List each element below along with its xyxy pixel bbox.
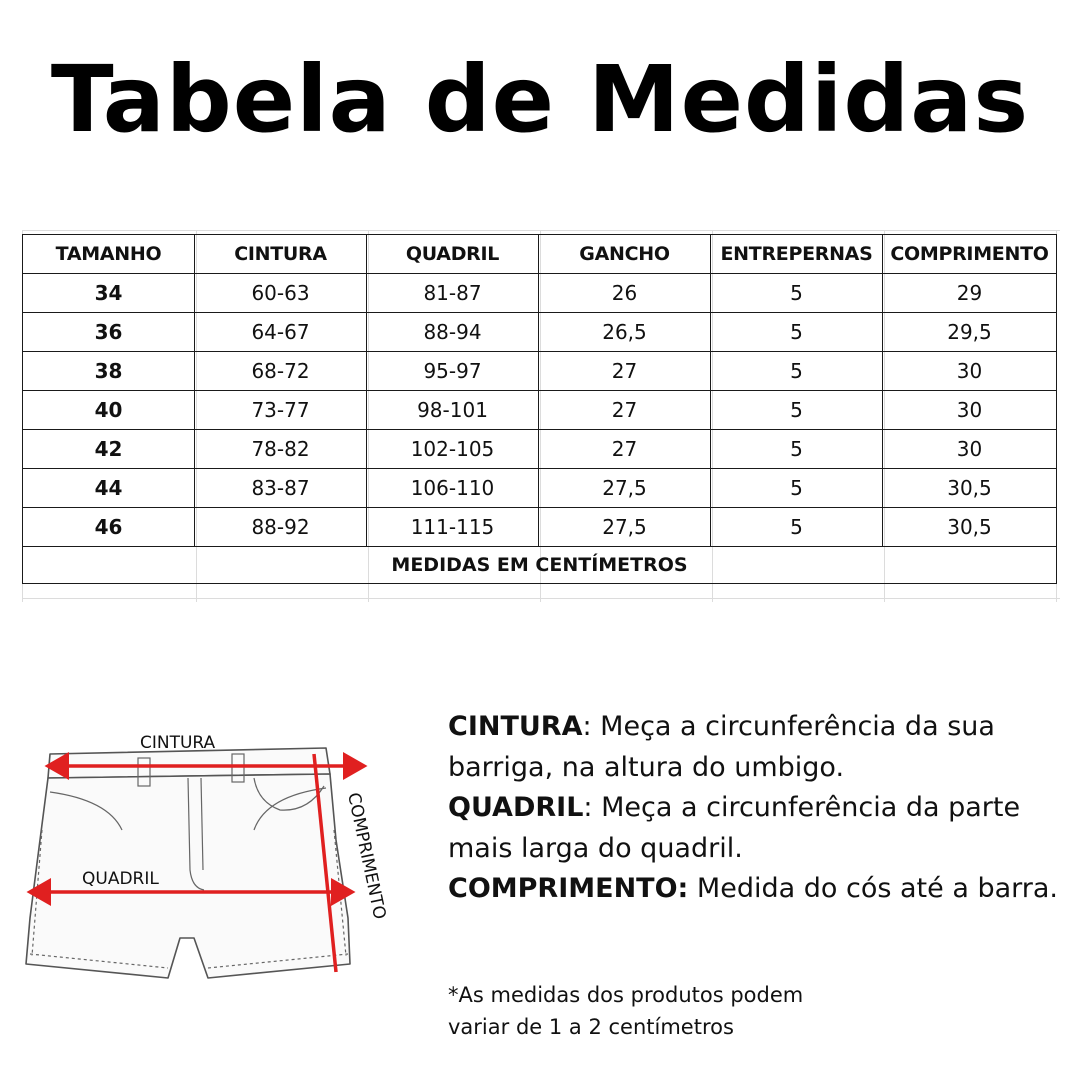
cell-comprimento: 30,5 bbox=[883, 469, 1057, 508]
table-row bbox=[23, 469, 1057, 508]
comprimento-text: Medida do cós até a barra. bbox=[688, 873, 1058, 904]
cintura-label: CINTURA bbox=[140, 733, 216, 753]
cell-entrepernas: 5 bbox=[711, 430, 883, 469]
cell-entrepernas: 5 bbox=[711, 508, 883, 547]
cell-gancho: 26 bbox=[539, 274, 711, 313]
header-cintura: CINTURA bbox=[195, 235, 367, 274]
cell-comprimento: 29 bbox=[883, 274, 1057, 313]
cell-size: 46 bbox=[23, 508, 195, 547]
cell-gancho: 27 bbox=[539, 430, 711, 469]
cell-gancho: 26,5 bbox=[539, 313, 711, 352]
header-quadril: QUADRIL bbox=[367, 235, 539, 274]
table-row bbox=[23, 430, 1057, 469]
table-header-row bbox=[23, 235, 1057, 274]
cell-quadril: 102-105 bbox=[367, 430, 539, 469]
shorts-illustration bbox=[18, 720, 398, 990]
shorts-diagram bbox=[18, 720, 398, 990]
table-row bbox=[23, 313, 1057, 352]
table-row bbox=[23, 352, 1057, 391]
table-row bbox=[23, 391, 1057, 430]
comprimento-term: COMPRIMENTO: bbox=[448, 873, 689, 904]
cell-comprimento: 30 bbox=[883, 430, 1057, 469]
measurement-instructions bbox=[448, 707, 1058, 910]
cell-size: 36 bbox=[23, 313, 195, 352]
cell-size: 34 bbox=[23, 274, 195, 313]
page-title: Tabela de Medidas bbox=[50, 46, 1030, 153]
units-note: MEDIDAS EM CENTÍMETROS bbox=[23, 547, 1057, 584]
cell-quadril: 106-110 bbox=[367, 469, 539, 508]
cell-gancho: 27 bbox=[539, 352, 711, 391]
cell-quadril: 88-94 bbox=[367, 313, 539, 352]
header-comprimento: COMPRIMENTO bbox=[883, 235, 1057, 274]
cell-entrepernas: 5 bbox=[711, 469, 883, 508]
cell-entrepernas: 5 bbox=[711, 313, 883, 352]
cell-cintura: 64-67 bbox=[195, 313, 367, 352]
cell-quadril: 95-97 bbox=[367, 352, 539, 391]
cintura-term: CINTURA bbox=[448, 711, 583, 742]
cintura-text: : Meça a circunferência da sua barriga, na altura do umbigo. bbox=[448, 711, 995, 783]
table-footer-row bbox=[23, 547, 1057, 584]
cell-comprimento: 30 bbox=[883, 391, 1057, 430]
cell-cintura: 88-92 bbox=[195, 508, 367, 547]
size-table bbox=[22, 234, 1057, 584]
cell-entrepernas: 5 bbox=[711, 274, 883, 313]
cell-cintura: 68-72 bbox=[195, 352, 367, 391]
quadril-term: QUADRIL bbox=[448, 792, 584, 823]
cell-cintura: 73-77 bbox=[195, 391, 367, 430]
cell-quadril: 81-87 bbox=[367, 274, 539, 313]
header-gancho: GANCHO bbox=[539, 235, 711, 274]
cell-quadril: 98-101 bbox=[367, 391, 539, 430]
cell-size: 38 bbox=[23, 352, 195, 391]
cell-cintura: 60-63 bbox=[195, 274, 367, 313]
cell-gancho: 27 bbox=[539, 391, 711, 430]
cell-gancho: 27,5 bbox=[539, 469, 711, 508]
cell-cintura: 78-82 bbox=[195, 430, 367, 469]
disclaimer-line-2: variar de 1 a 2 centímetros bbox=[448, 1015, 734, 1039]
cell-entrepernas: 5 bbox=[711, 352, 883, 391]
cell-cintura: 83-87 bbox=[195, 469, 367, 508]
comprimento-label: COMPRIMENTO bbox=[343, 790, 390, 922]
cell-comprimento: 30,5 bbox=[883, 508, 1057, 547]
cell-quadril: 111-115 bbox=[367, 508, 539, 547]
cell-comprimento: 30 bbox=[883, 352, 1057, 391]
table-row bbox=[23, 274, 1057, 313]
header-entrepernas: ENTREPERNAS bbox=[711, 235, 883, 274]
measurement-disclaimer bbox=[448, 979, 1008, 1043]
cell-size: 40 bbox=[23, 391, 195, 430]
quadril-text: : Meça a circunferência da parte mais larga do quadril. bbox=[448, 792, 1021, 864]
cell-gancho: 27,5 bbox=[539, 508, 711, 547]
cell-entrepernas: 5 bbox=[711, 391, 883, 430]
cell-size: 42 bbox=[23, 430, 195, 469]
table-row bbox=[23, 508, 1057, 547]
header-tamanho: TAMANHO bbox=[23, 235, 195, 274]
quadril-label: QUADRIL bbox=[82, 869, 159, 889]
disclaimer-line-1: *As medidas dos produtos podem bbox=[448, 983, 804, 1007]
cell-size: 44 bbox=[23, 469, 195, 508]
cell-comprimento: 29,5 bbox=[883, 313, 1057, 352]
